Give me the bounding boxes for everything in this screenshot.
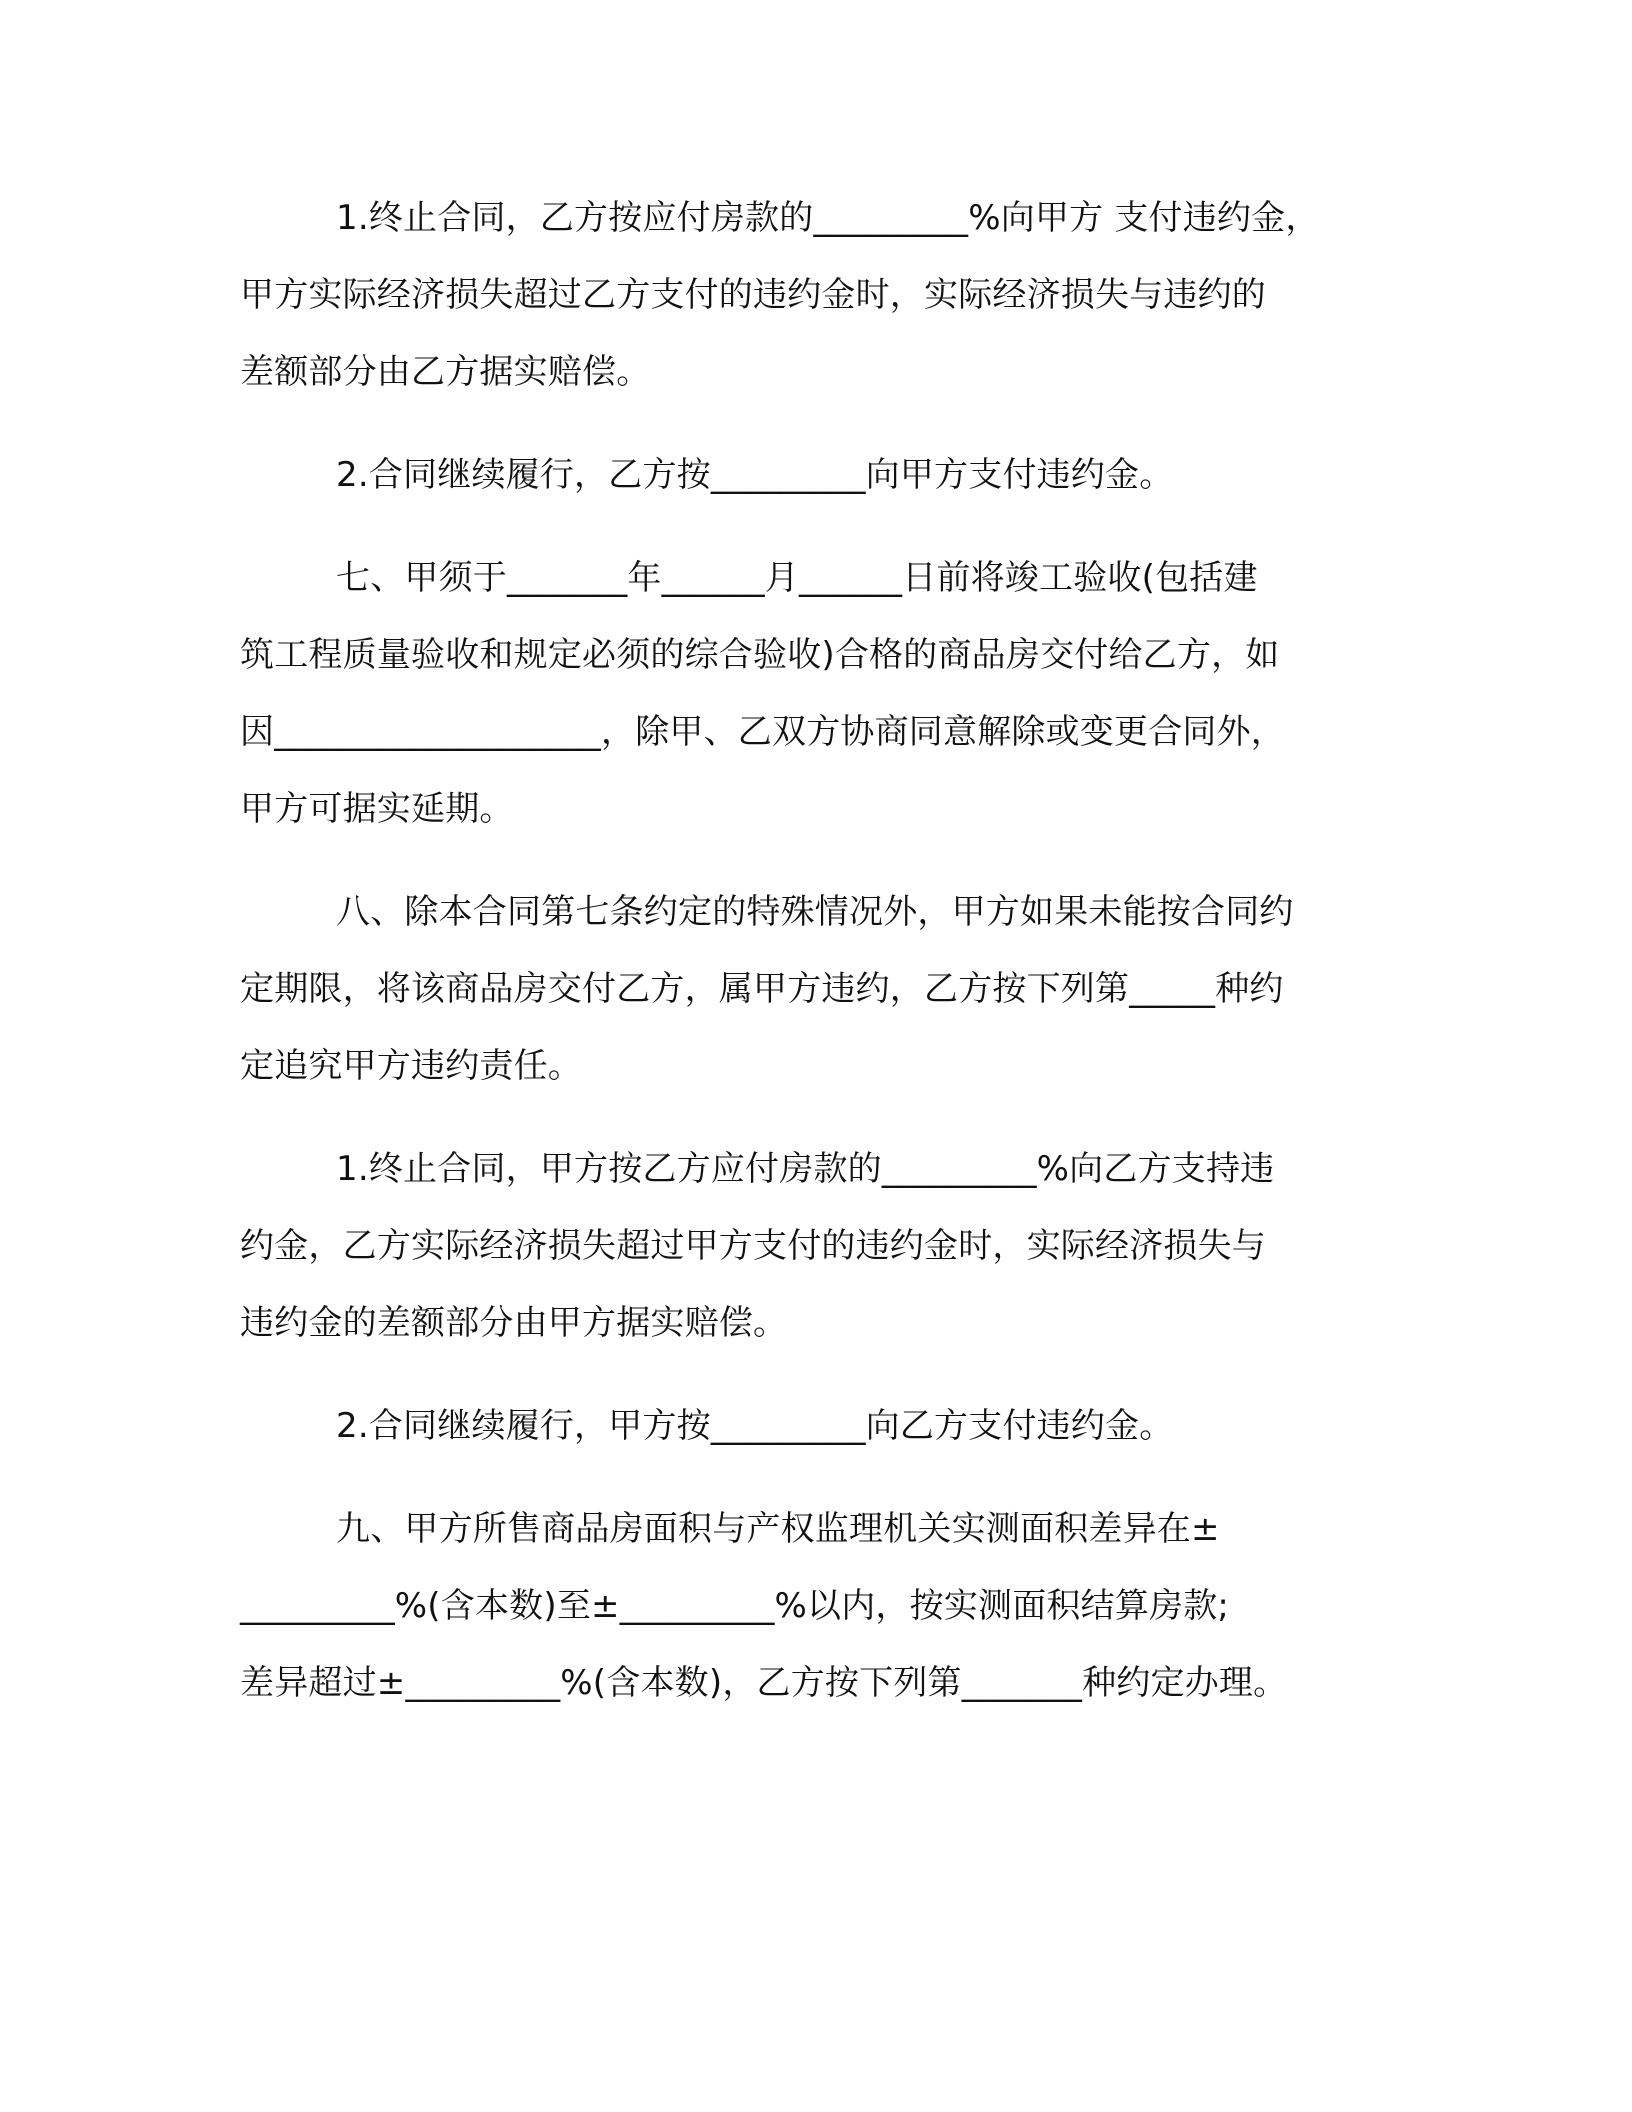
paragraph-3-line-1: 七、甲须于_______年______月______日前将竣工验收(包括建 <box>336 558 1258 598</box>
paragraph-3-line-3: 因___________________，除甲、乙双方协商同意解除或变更合同外， <box>240 712 1285 752</box>
paragraph-7-line-1: 九、甲方所售商品房面积与产权监理机关实测面积差异在± <box>336 1509 1220 1549</box>
paragraph-4-line-1: 八、除本合同第七条约定的特殊情况外，甲方如果未能按合同约 <box>336 892 1294 932</box>
paragraph-5-line-3: 违约金的差额部分由甲方据实赔偿。 <box>240 1303 788 1343</box>
paragraph-4-line-2: 定期限，将该商品房交付乙方，属甲方违约，乙方按下列第_____种约 <box>240 969 1284 1009</box>
paragraph-1-line-1: 1.终止合同，乙方按应付房款的_________%向甲方 支付违约金， <box>336 198 1320 238</box>
paragraph-5-line-2: 约金，乙方实际经济损失超过甲方支付的违约金时，实际经济损失与 <box>240 1226 1266 1266</box>
paragraph-3-line-2: 筑工程质量验收和规定必须的综合验收)合格的商品房交付给乙方，如 <box>240 635 1280 675</box>
paragraph-1-line-2: 甲方实际经济损失超过乙方支付的违约金时，实际经济损失与违约的 <box>240 275 1266 315</box>
paragraph-5-line-1: 1.终止合同，甲方按乙方应付房款的_________%向乙方支持违 <box>336 1149 1275 1189</box>
paragraph-7-line-3: 差异超过±_________%(含本数)，乙方按下列第_______种约定办理。 <box>240 1663 1288 1703</box>
paragraph-2-line-1: 2.合同继续履行，乙方按_________向甲方支付违约金。 <box>336 455 1174 495</box>
paragraph-6-line-1: 2.合同继续履行，甲方按_________向乙方支付违约金。 <box>336 1406 1174 1446</box>
paragraph-3-line-4: 甲方可据实延期。 <box>240 789 514 829</box>
paragraph-7-line-2: _________%(含本数)至±_________%以内，按实测面积结算房款; <box>240 1586 1230 1626</box>
paragraph-1-line-3: 差额部分由乙方据实赔偿。 <box>240 352 651 392</box>
paragraph-4-line-3: 定追究甲方违约责任。 <box>240 1046 582 1086</box>
